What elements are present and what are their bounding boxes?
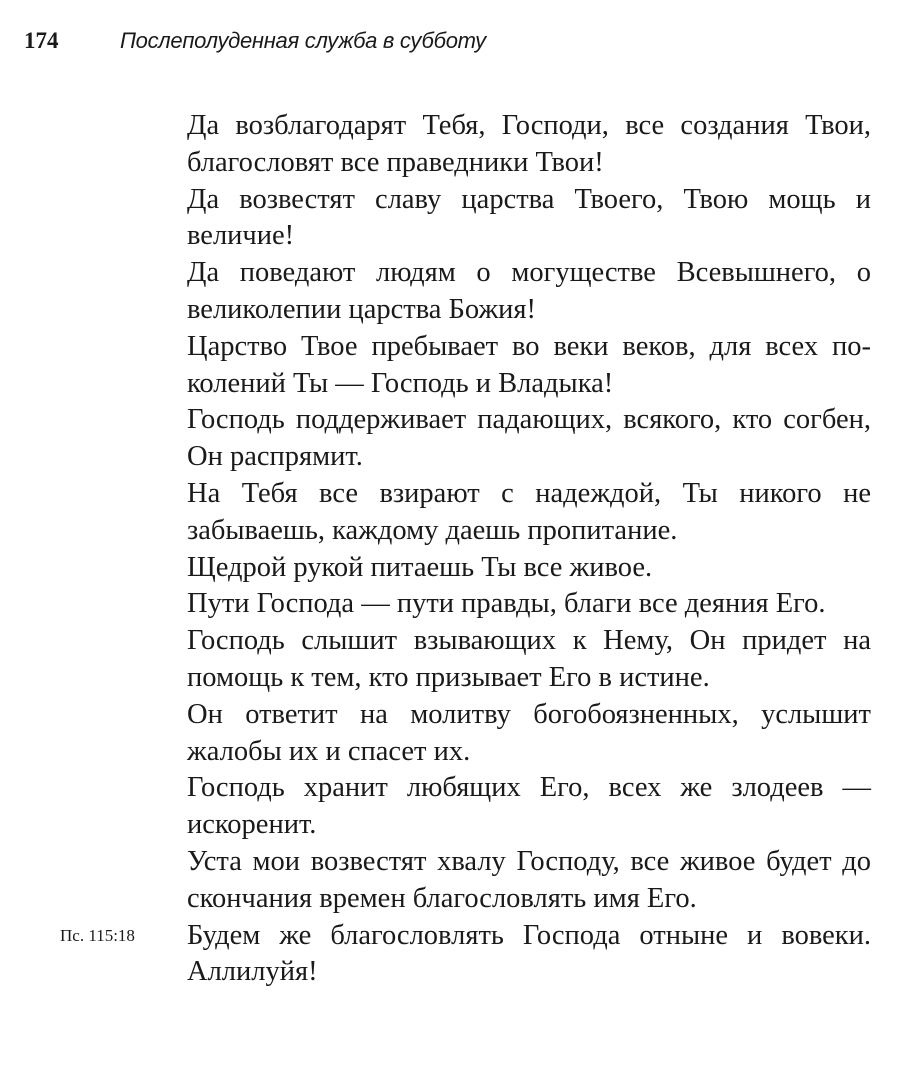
verse-list — [60, 108, 871, 991]
verse-text: Он ответит на молитву богобоязненных, услышит жалобы их и спасет их. — [187, 698, 871, 767]
verse — [187, 550, 871, 587]
running-title: Послеполуденная служба в субботу — [120, 28, 486, 53]
verse-final — [60, 918, 871, 992]
verse — [187, 108, 871, 182]
verse — [187, 402, 871, 476]
verse — [187, 770, 871, 844]
verse-text: Уста мои возвестят хвалу Господу, все живое будет до скончания времен благословлять имя Его. — [187, 845, 871, 914]
page-header — [24, 28, 486, 58]
verse-text: Пути Господа — пути правды, благи все деяния Его. — [187, 588, 826, 620]
verse-text: Будем же благословлять Господа отныне и вовеки. Аллилуйя! — [187, 919, 871, 988]
verse — [187, 182, 871, 256]
verse-text: Господь поддерживает падающих, всякого, кто согбен, Он распрямит. — [187, 404, 871, 473]
verse-text: Да возблагодарят Тебя, Господи, все создания Твои, благословят все праведники Твои! — [187, 110, 871, 178]
margin-scripture-reference: Пс. 115:18 — [60, 925, 135, 945]
verse-text: Щедрой рукой питаешь Ты все живое. — [187, 551, 653, 583]
verse — [187, 476, 871, 550]
verse-text: На Тебя все взирают с надеждой, Ты никого не забываешь, каждому даешь пропитание. — [187, 477, 871, 546]
verse — [187, 697, 871, 771]
verse-text: Да возвестят славу царства Твоего, Твою мощь и величие! — [187, 183, 871, 252]
verse-text: Господь слышит взывающих к Нему, Он придет на помощь к тем, кто призывает Его в истине. — [187, 625, 871, 693]
verse-text: Царство Твое пребывает во веки веков, для всех поколений Ты — Господь и Владыка! — [187, 330, 871, 399]
verse — [187, 255, 871, 329]
verse — [187, 844, 871, 918]
verse — [187, 586, 871, 623]
page-number: 174 — [24, 28, 59, 53]
verse-text: Да поведают людям о могуществе Всевышнего, о великолепии царства Божия! — [187, 257, 871, 325]
verse — [187, 329, 871, 403]
verse — [187, 623, 871, 697]
verse-text: Господь хранит любящих Его, всех же злодеев — искоренит. — [187, 772, 871, 841]
